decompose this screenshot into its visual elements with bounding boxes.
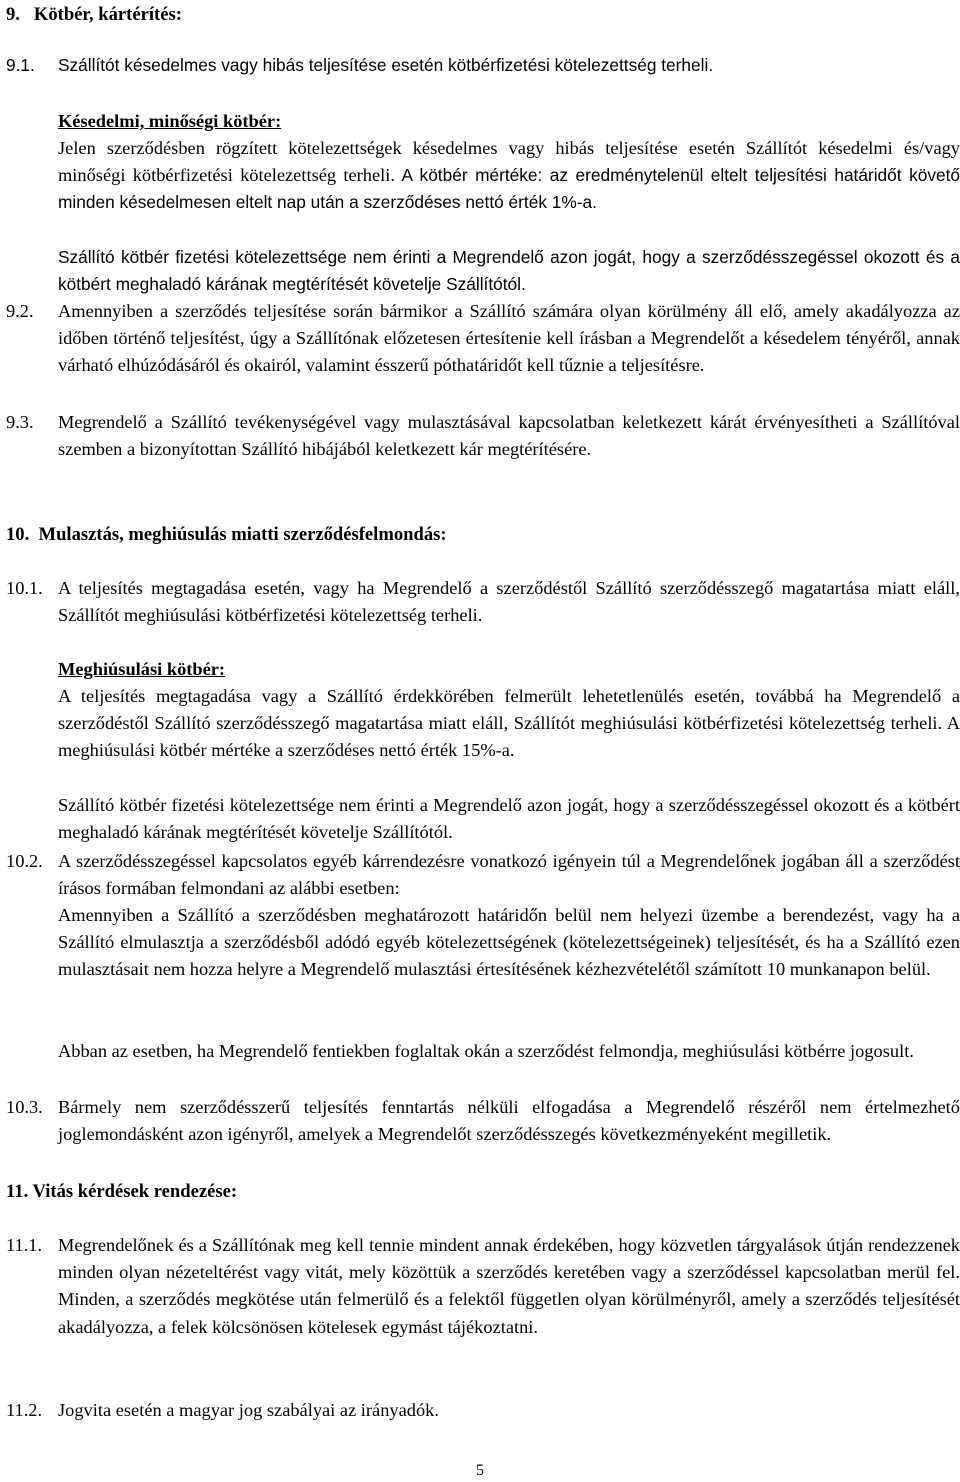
clause-11-2-text: Jogvita esetén a magyar jog szabályai az irányadók.: [58, 1400, 439, 1420]
clause-10-1-number: 10.1.: [6, 578, 43, 598]
clause-9-2-text: Amennyiben a szerződés teljesítése során bármikor a Szállító számára olyan körülmény áll elő, amely akadályozza az időben történő teljesítést, úgy a Szállítónak előzetesen értesítenie kell írásban a Megrendelőt a késedelem tényéről, annak várható elhúzódásáról és okairól, valamint ésszerű póthatáridőt kell tűznie a teljesítésre.: [58, 301, 960, 376]
section-10-title: 10. Mulasztás, meghiúsulás miatti szerződésfelmondás:: [6, 524, 447, 545]
clause-11-1-text: Megrendelőnek és a Szállítónak meg kell tennie mindent annak érdekében, hogy közvetlen tárgyalások útján rendezzenek minden olyan nézeteltérést vagy vitát, mely közöttük a szerződés keretében vagy a szerződéssel kapcsolatban merül fel. Minden, a szerződés megkötése után felmerülő és a felektől független olyan körülményről, amely a szerződés teljesítését akadályozza, a felek kölcsönösen kötelesek egymást tájékoztatni.: [58, 1235, 960, 1337]
clause-11-2-number: 11.2.: [6, 1400, 43, 1420]
clause-10-3: [6, 1094, 960, 1148]
clause-9-1-number: 9.1.: [6, 55, 35, 75]
delay-penalty-text-b: A kötbér mértéke: az eredménytelenül eltelt teljesítési határidőt követő minden késedelmesen eltelt nap után a szerződéses nettó érték 1%-a.: [58, 165, 960, 213]
delay-penalty-text-a: Jelen szerződésben rögzített kötelezettségek késedelmes vagy hibás teljesítése esetén Szállítót késedelmi és/vagy minőségi kötbérfizetési kötelezettség terheli.: [58, 138, 960, 186]
failure-penalty-paragraph-1: A teljesítés megtagadása vagy a Szállító érdekkörében felmerült lehetetlenülés esetén, továbbá ha Megrendelő a szerződéstől Szállító szerződésszegő magatartása miatt eláll, Szállítót meghiúsulási kötbérfizetési kötelezettség terheli. A meghiúsulási kötbér mértéke a szerződéses nettó érték 15%-a.: [58, 686, 960, 761]
clause-9-3-text: Megrendelő a Szállító tevékenységével vagy mulasztásával kapcsolatban keletkezett kárát érvényesítheti a Szállítóval szemben a bizonyítottan Szállító hibájából keletkezett kár megtérítésére.: [58, 412, 960, 460]
clause-10-2-text-1: A szerződésszegéssel kapcsolatos egyéb kárrendezésre vonatkozó igényein túl a Megrendelőnek jogában áll a szerződést írásos formában felmondani az alábbi esetben:: [58, 851, 960, 899]
section-11-title: 11. Vitás kérdések rendezése:: [6, 1181, 238, 1202]
clause-9-1: [6, 52, 960, 79]
clause-9-3: [6, 409, 960, 463]
clause-11-1: [6, 1232, 960, 1341]
clause-10-2-number: 10.2.: [6, 851, 43, 871]
delay-penalty-paragraph-1: [58, 135, 960, 217]
clause-11-2: [6, 1397, 960, 1424]
page-number: 5: [476, 1462, 484, 1479]
clause-9-2: [6, 298, 960, 380]
delay-penalty-paragraph-2: Szállító kötbér fizetési kötelezettsége nem érinti a Megrendelő azon jogát, hogy a szerződésszegéssel okozott és a kötbért meghaladó kárának megtérítését követelje Szállítótól.: [58, 247, 960, 295]
clause-9-2-number: 9.2.: [6, 301, 34, 321]
clause-10-2-text-3: Abban az esetben, ha Megrendelő fentiekben foglaltak okán a szerződést felmondja, meghiúsulási kötbérre jogosult.: [58, 1041, 914, 1061]
clause-10-1: [6, 575, 960, 629]
section-9-title: 9. Kötbér, kártérítés:: [6, 4, 182, 25]
clause-10-2-text-2: Amennyiben a Szállító a szerződésben meghatározott határidőn belül nem helyezi üzembe a berendezést, vagy ha a Szállító elmulasztja a szerződésből adódó egyéb kötelezettségének (kötelezettségeinek) teljesítését, és ha a Szállító ezen mulasztásait nem hozza helyre a Megrendelő mulasztási értesítésének kézhezvételétől számított 10 munkanapon belül.: [58, 905, 960, 980]
delay-penalty-subtitle: Késedelmi, minőségi kötbér:: [58, 111, 282, 131]
clause-10-3-number: 10.3.: [6, 1097, 43, 1117]
clause-9-3-number: 9.3.: [6, 412, 34, 432]
clause-10-1-text: A teljesítés megtagadása esetén, vagy ha Megrendelő a szerződéstől Szállító szerződésszegő magatartása miatt eláll, Szállítót meghiúsulási kötbérfizetési kötelezettség terheli.: [58, 578, 960, 626]
clause-10-3-text: Bármely nem szerződésszerű teljesítés fenntartás nélküli elfogadása a Megrendelő részéről nem értelmezhető joglemondásként azon igényről, amelyek a Megrendelőt szerződésszegés következményeként megilletik.: [58, 1097, 960, 1145]
clause-10-2: [6, 848, 960, 902]
failure-penalty-subtitle: Meghiúsulási kötbér:: [58, 659, 226, 679]
clause-9-1-text: Szállítót késedelmes vagy hibás teljesítése esetén kötbérfizetési kötelezettség terheli.: [58, 55, 714, 75]
failure-penalty-paragraph-2: Szállító kötbér fizetési kötelezettsége nem érinti a Megrendelő azon jogát, hogy a szerződésszegéssel okozott és a kötbért meghaladó kárának megtérítését követelje Szállítótól.: [58, 795, 960, 843]
clause-11-1-number: 11.1.: [6, 1235, 43, 1255]
